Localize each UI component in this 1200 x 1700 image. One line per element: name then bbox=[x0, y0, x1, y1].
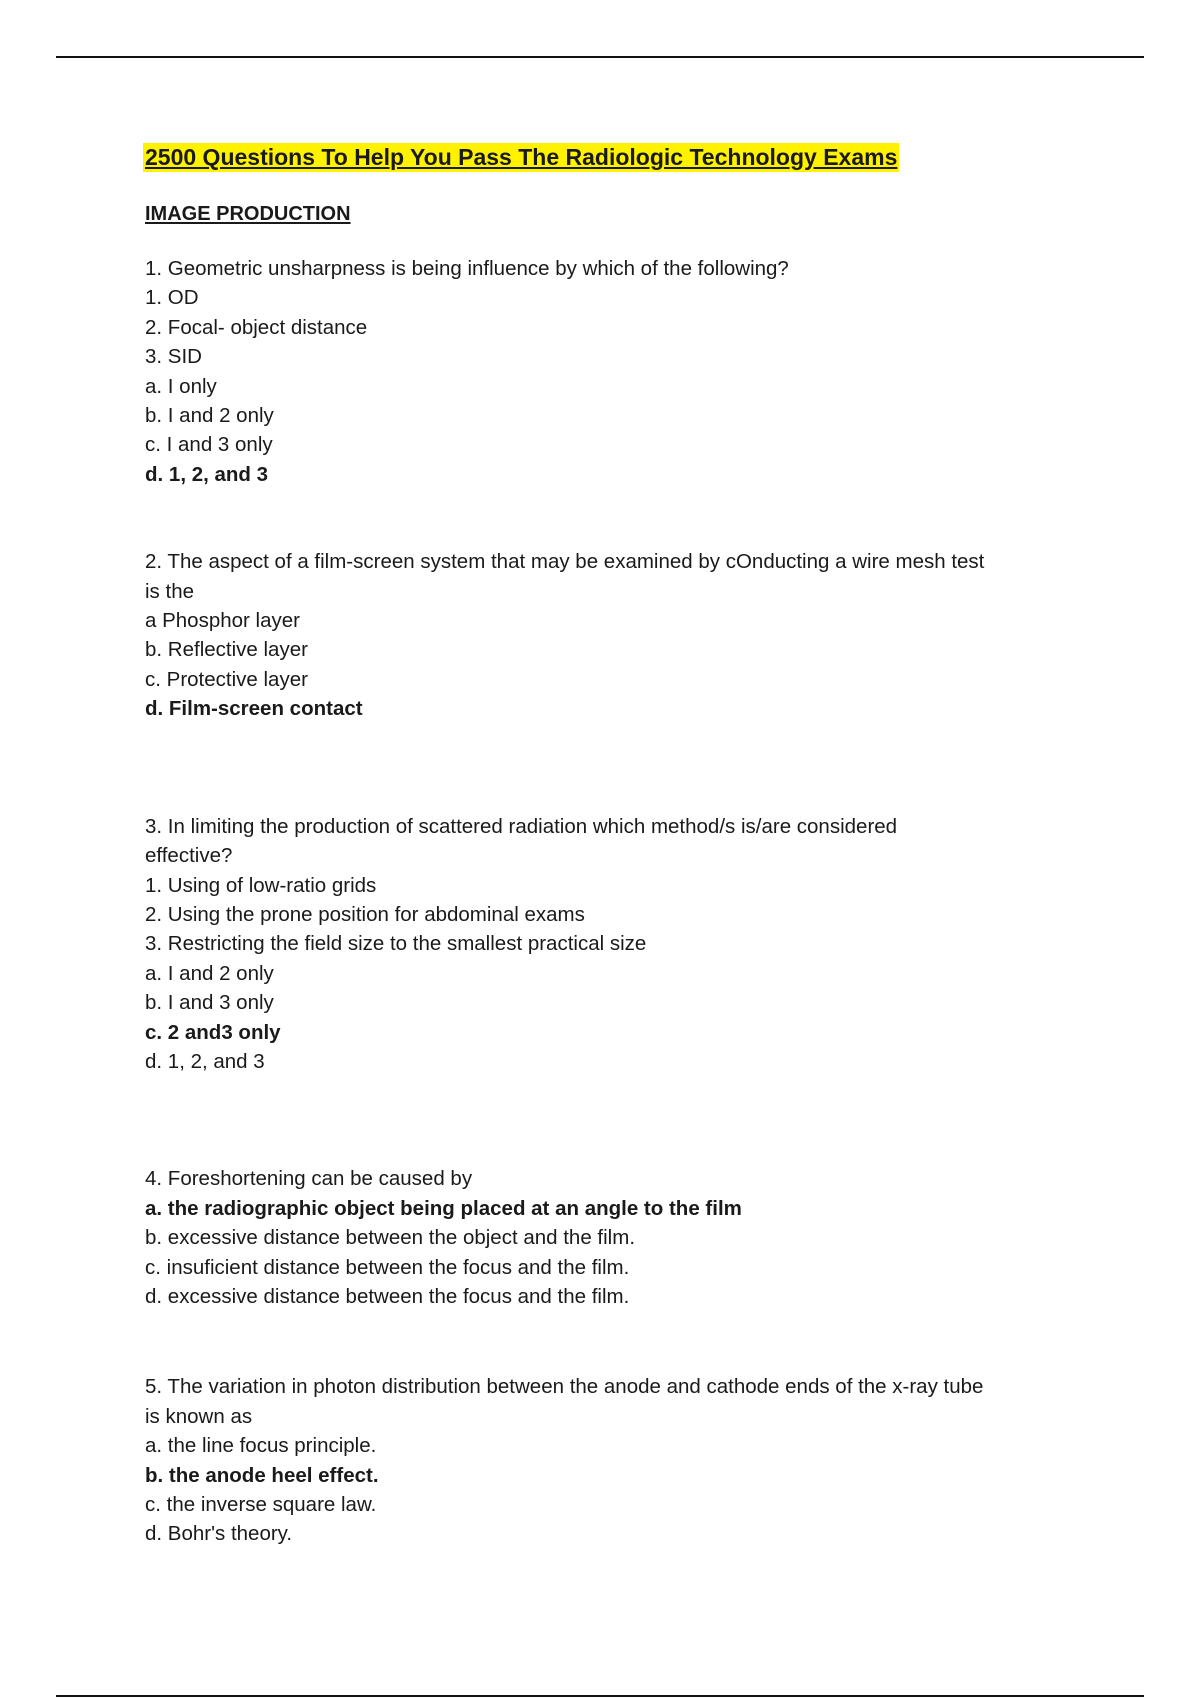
document-page bbox=[145, 143, 1080, 1549]
section-title: IMAGE PRODUCTION bbox=[145, 203, 351, 225]
answer-option: d. Bohr's theory. bbox=[145, 1522, 293, 1546]
answer-option: a. I and 2 only bbox=[145, 961, 274, 985]
answer-option: c. the inverse square law. bbox=[145, 1493, 377, 1516]
question-stem-line: 1. Geometric unsharpness is being influence by which of the following? bbox=[145, 257, 789, 280]
document-title: 2500 Questions To Help You Pass The Radiologic Technology Exams bbox=[145, 144, 898, 170]
question-stem-line: 3. In limiting the production of scattered radiation which method/s is/are considered bbox=[145, 814, 898, 838]
question-stem-line: is the bbox=[145, 579, 194, 603]
answer-option-correct: d. Film-screen contact bbox=[145, 697, 363, 721]
answer-option: d. excessive distance between the focus and the film. bbox=[145, 1284, 630, 1308]
answer-option: b. excessive distance between the object and the film. bbox=[145, 1226, 636, 1250]
question-3 bbox=[145, 812, 1080, 1077]
statement-item: 1. Using of low-ratio grids bbox=[145, 873, 377, 897]
document-title-wrap bbox=[145, 143, 1080, 172]
answer-option: d. 1, 2, and 3 bbox=[145, 1049, 265, 1073]
answer-option: c. Protective layer bbox=[145, 667, 308, 691]
question-stem-line: 5. The variation in photon distribution between the anode and cathode ends of the x-ray tube bbox=[145, 1375, 984, 1399]
statement-item: 1. OD bbox=[145, 286, 199, 310]
question-stem-line: 4. Foreshortening can be caused by bbox=[145, 1167, 473, 1191]
top-rule bbox=[56, 56, 1144, 58]
question-4 bbox=[145, 1164, 1080, 1311]
answer-option-correct: b. the anode heel effect. bbox=[145, 1463, 379, 1487]
answer-option-correct: d. 1, 2, and 3 bbox=[145, 462, 269, 486]
answer-option: a. I only bbox=[145, 374, 217, 398]
statement-item: 2. Focal- object distance bbox=[145, 315, 368, 339]
answer-option-correct: c. 2 and3 only bbox=[145, 1020, 281, 1044]
answer-option: b. I and 2 only bbox=[145, 404, 274, 428]
question-stem-line: effective? bbox=[145, 844, 233, 868]
question-stem-line: is known as bbox=[145, 1404, 253, 1428]
question-5 bbox=[145, 1372, 1080, 1548]
statement-item: 3. Restricting the field size to the smallest practical size bbox=[145, 932, 647, 956]
bottom-rule bbox=[56, 1695, 1144, 1697]
statement-item: 2. Using the prone position for abdominal exams bbox=[145, 902, 585, 926]
statement-item: 3. SID bbox=[145, 345, 202, 369]
answer-option: c. I and 3 only bbox=[145, 433, 273, 457]
answer-option: b. I and 3 only bbox=[145, 991, 274, 1015]
answer-option-correct: a. the radiographic object being placed at an angle to the film bbox=[145, 1196, 742, 1220]
question-2 bbox=[145, 547, 1080, 723]
question-1 bbox=[145, 254, 1080, 489]
question-stem-line: 2. The aspect of a film-screen system that may be examined by cOnducting a wire mesh test bbox=[145, 550, 985, 574]
answer-option: c. insuficient distance between the focus and the film. bbox=[145, 1255, 630, 1279]
answer-option: a. the line focus principle. bbox=[145, 1434, 377, 1458]
answer-option: a Phosphor layer bbox=[145, 609, 300, 633]
answer-option: b. Reflective layer bbox=[145, 638, 308, 662]
